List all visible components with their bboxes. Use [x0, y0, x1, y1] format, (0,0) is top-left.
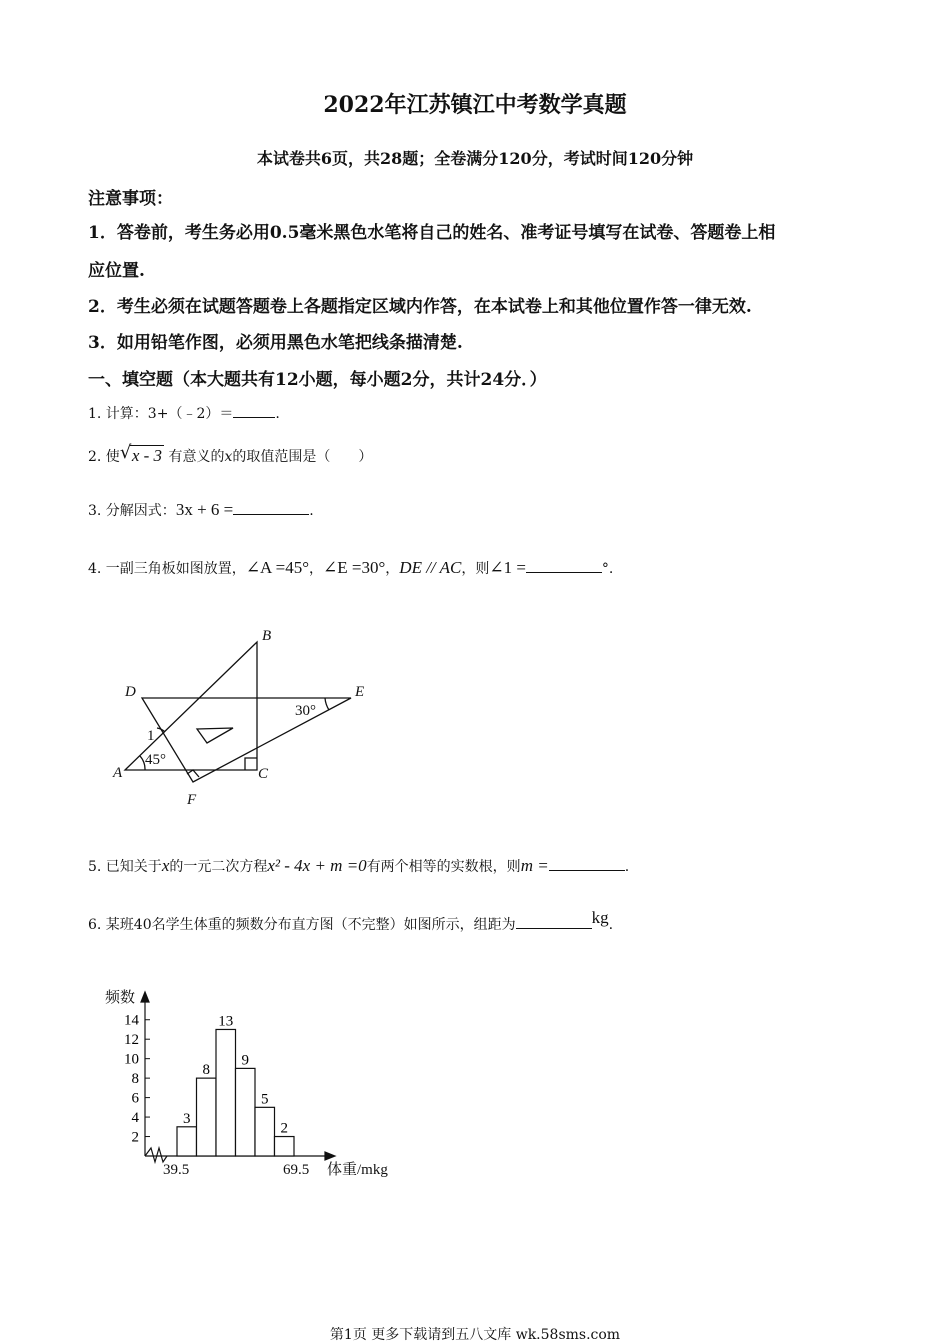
notice-item-3: 3．如用铅笔作图，必须用黑色水笔把线条描清楚. — [88, 333, 463, 353]
parallel-statement: DE // AC — [399, 558, 462, 577]
label-a: A — [113, 765, 123, 781]
radical-sign-icon: √ — [119, 442, 132, 463]
bar-value-label: 9 — [241, 1052, 249, 1069]
x-axis-label: 体重/mkg — [327, 1162, 388, 1178]
histogram-chart — [95, 980, 415, 1190]
question-1 — [88, 403, 280, 423]
inner-triangle — [197, 728, 233, 743]
question-2 — [88, 442, 373, 466]
question-5-end: . — [624, 859, 630, 875]
answer-blank — [233, 500, 309, 515]
notice-heading: 注意事项： — [88, 189, 173, 209]
bar-value-label: 2 — [280, 1120, 288, 1137]
question-4-pre: 4. 一副三角板如图放置， — [88, 561, 246, 577]
question-4-end: °. — [601, 561, 614, 577]
question-6 — [88, 908, 614, 934]
label-c: C — [258, 766, 269, 782]
sqrt-expression — [119, 442, 164, 466]
y-axis-label: 频数 — [105, 990, 136, 1006]
x-tick-label-end: 69.5 — [283, 1162, 310, 1178]
bar-value-label: 3 — [183, 1110, 191, 1127]
answer-blank — [526, 558, 602, 573]
histogram-bar — [236, 1068, 256, 1156]
variable-x: x — [161, 856, 170, 875]
y-tick-label: 8 — [131, 1071, 139, 1088]
variable-m: m = — [520, 856, 549, 875]
angle-1: ∠1 = — [489, 558, 526, 577]
x-axis-arrow-icon — [325, 1152, 335, 1160]
unit-kg: kg — [591, 908, 609, 927]
question-4: 4. 一副三角板如图放置，∠A =45°，∠E =30°，DE // AC，则∠1 = °. — [88, 558, 614, 577]
label-b: B — [262, 628, 272, 644]
y-tick-label: 10 — [124, 1051, 139, 1068]
right-angle-mark-c — [245, 758, 257, 770]
math-expression: 3x + 6 = — [175, 500, 234, 519]
quadratic-equation: x² - 4x + m =0 — [267, 856, 367, 875]
angle-a: ∠A =45° — [245, 558, 310, 577]
label-30: 30° — [295, 703, 316, 719]
y-axis-arrow-icon — [141, 992, 149, 1002]
histogram-bar — [197, 1078, 217, 1156]
radicand: x - 3 — [131, 446, 163, 465]
question-3-end: . — [309, 503, 314, 519]
y-tick-label: 4 — [131, 1110, 139, 1127]
label-d: D — [125, 684, 136, 700]
question-4-then: ，则 — [461, 561, 490, 577]
bar-value-label: 8 — [202, 1062, 210, 1079]
page-footer: 第1页 更多下载请到五八文库 wk.58sms.com — [329, 1327, 621, 1343]
question-1-text: 1. 计算：3+（﹣2）＝ — [88, 406, 234, 422]
label-45: 45° — [145, 752, 166, 768]
label-f: F — [187, 792, 197, 808]
answer-blank — [549, 856, 625, 871]
question-6-end: . — [608, 917, 614, 933]
notice-item-1-cont: 应位置. — [88, 261, 145, 281]
page-title: 2022年江苏镇江中考数学真题 — [323, 92, 627, 118]
question-6-text: 6. 某班40名学生体重的频数分布直方图（不完整）如图所示，组距为 — [88, 917, 516, 933]
question-5-pre: 5. 已知关于 — [88, 859, 162, 875]
question-1-end: . — [275, 406, 280, 422]
axis-break-icon — [145, 1148, 167, 1162]
answer-blank — [233, 403, 275, 418]
histogram-bar — [177, 1127, 197, 1156]
right-triangle-abc — [125, 642, 257, 770]
y-tick-label: 2 — [131, 1129, 139, 1146]
histogram-bar — [216, 1029, 236, 1156]
angle-e: ∠E =30° — [323, 558, 386, 577]
y-tick-label: 14 — [124, 1012, 139, 1029]
label-1: 1 — [147, 728, 155, 744]
bar-value-label: 13 — [218, 1013, 234, 1030]
notice-item-2: 2．考生必须在试题答题卷上各题指定区域内作答，在本试卷上和其他位置作答一律无效. — [88, 297, 752, 317]
question-5-mid: 的一元二次方程 — [169, 859, 268, 875]
histogram-bar — [255, 1107, 275, 1156]
label-e: E — [355, 684, 365, 700]
question-3 — [88, 500, 314, 520]
section-heading: 一、填空题（本大题共有12小题，每小题2分，共计24分．） — [88, 370, 547, 390]
bar-value-label: 5 — [261, 1091, 269, 1108]
question-3-pre: 3. 分解因式： — [88, 503, 176, 519]
exam-subtitle: 本试卷共6页，共28题；全卷满分120分，考试时间120分钟 — [256, 149, 694, 168]
y-tick-label: 12 — [124, 1032, 139, 1049]
question-2-post: 有意义的 — [168, 449, 225, 465]
answer-blank — [516, 914, 592, 929]
question-2-pre: 2. 使 — [88, 449, 120, 465]
histogram-bar — [275, 1137, 295, 1156]
question-2-end: 的取值范围是（ ） — [232, 449, 373, 465]
question-5 — [88, 856, 629, 876]
question-5-post: 有两个相等的实数根，则 — [366, 859, 521, 875]
y-tick-label: 6 — [131, 1090, 139, 1107]
notice-item-1: 1．答卷前，考生务必用0.5毫米黑色水笔将自己的姓名、准考证号填写在试卷、答题卷上相 — [88, 223, 776, 243]
x-tick-label-start: 39.5 — [163, 1162, 190, 1178]
angle-arc-e — [325, 698, 329, 710]
triangle-figure — [105, 622, 395, 812]
variable-x: x — [224, 449, 233, 465]
